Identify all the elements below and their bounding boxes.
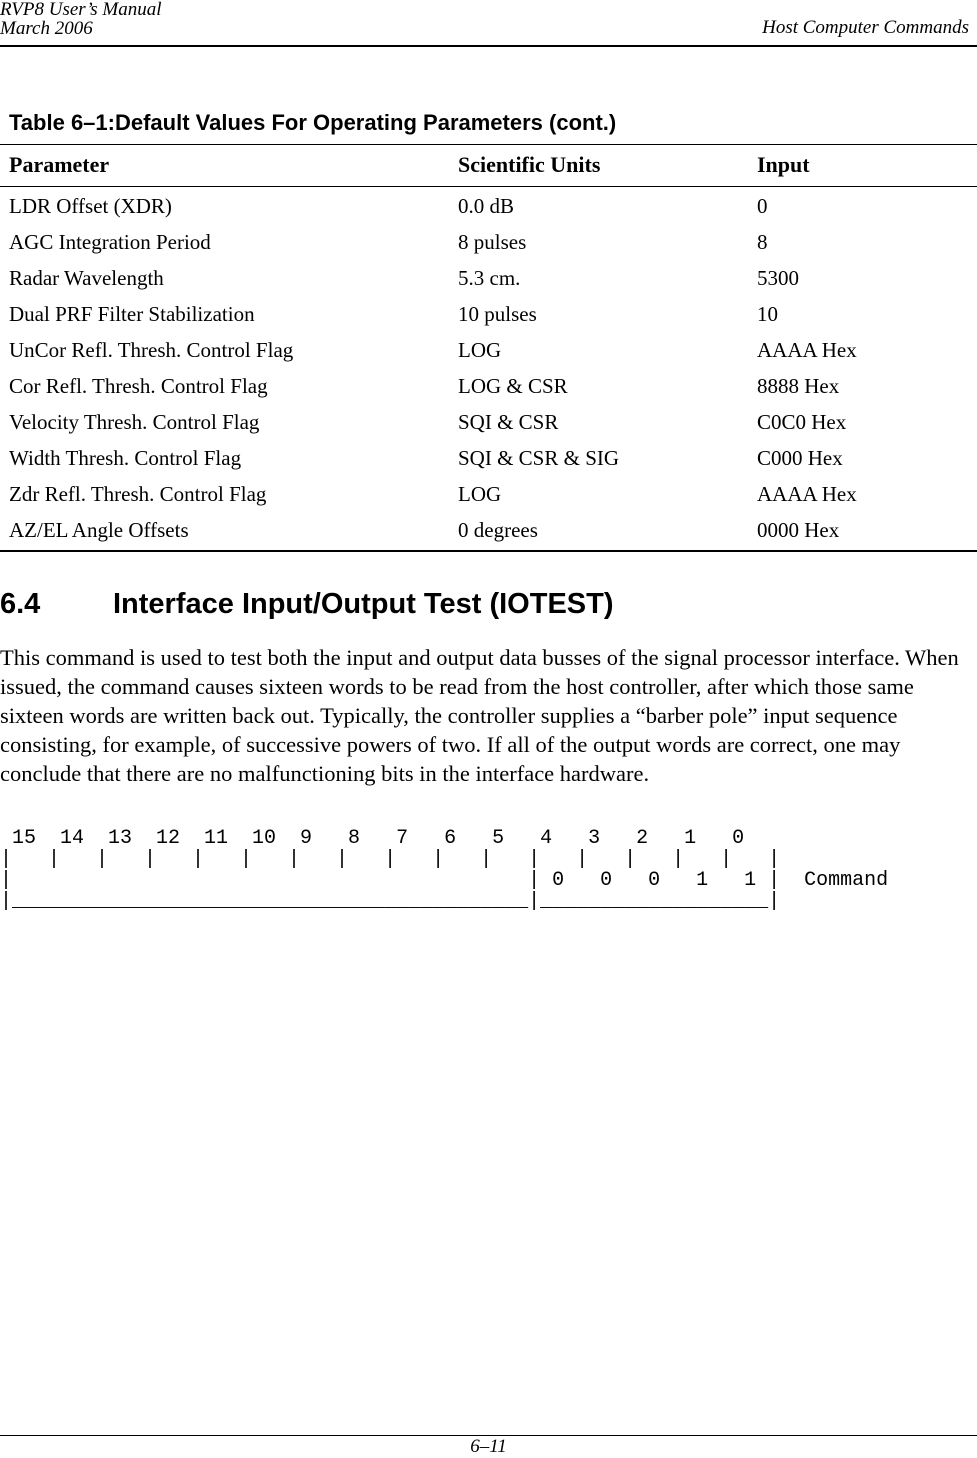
cell-input: AAAA Hex [757,482,857,506]
page-header [0,0,977,47]
table-row [0,298,977,334]
bit-numbers-line: 15 14 13 12 11 10 9 8 7 6 5 4 3 2 1 0 [0,827,745,850]
cell-input: 0 [757,194,768,218]
cell-units: SQI & CSR & SIG [458,446,620,470]
section-heading [0,588,614,621]
table-row [0,514,977,550]
table-row [0,334,977,370]
cell-units: SQI & CSR [458,410,559,434]
cell-units: LOG [458,338,502,362]
table-header-row [0,145,977,187]
table-caption: Table 6–1:Default Values For Operating Parameters (cont.) [9,110,617,135]
cell-units: 10 pulses [458,302,537,326]
table-row [0,406,977,442]
manual-title: RVP8 User’s Manual [0,0,162,20]
cell-parameter: Dual PRF Filter Stabilization [9,302,255,326]
cell-units: LOG [458,482,502,506]
cell-parameter: Cor Refl. Thresh. Control Flag [9,374,268,398]
cell-parameter: UnCor Refl. Thresh. Control Flag [9,338,294,362]
cell-units: LOG & CSR [458,374,568,398]
cell-input: 8888 Hex [757,374,840,398]
cell-input: 10 [757,302,778,326]
section-number: 6.4 [0,588,41,620]
cell-units: 0 degrees [458,518,538,542]
cell-units: 5.3 cm. [458,266,521,290]
table-row [0,226,977,262]
section-paragraph: This command is used to test both the input and output data busses of the signal processor interface. When issued, the command causes sixteen words to be read from the host controller, after which those same sixteen words are written back out. Typically, the controller supplies a “barber pole” input sequence consisting, for example, of successive powers of two. If all of the output words are correct, one may conclude that there are no malfunctioning bits in the interface hardware. [0,645,959,786]
cell-parameter: LDR Offset (XDR) [9,194,172,218]
cell-parameter: AGC Integration Period [9,230,211,254]
cell-parameter: Radar Wavelength [9,266,164,290]
cell-units: 8 pulses [458,230,527,254]
cell-parameter: AZ/EL Angle Offsets [9,518,189,542]
cell-input: AAAA Hex [757,338,857,362]
cell-parameter: Zdr Refl. Thresh. Control Flag [9,482,267,506]
cell-parameter: Width Thresh. Control Flag [9,446,242,470]
bit-ticks-line: | | | | | | | | | | | | | | | | | [0,848,781,871]
bit-diagram [0,828,888,912]
cell-input: 5300 [757,266,799,290]
cell-input: 8 [757,230,768,254]
bit-values-line: | | 0 0 0 1 1 | Command [0,869,889,892]
table-row [0,442,977,478]
cell-input: C0C0 Hex [757,410,847,434]
column-header-input: Input [757,152,810,177]
bit-bottom-line: |___________________________________________|___________________| [0,890,781,913]
table-row [0,370,977,406]
page-number: 6–11 [470,1436,507,1457]
cell-parameter: Velocity Thresh. Control Flag [9,410,260,434]
table-row [0,478,977,514]
table-row [0,262,977,298]
header-left [0,0,162,38]
section-title: Interface Input/Output Test (IOTEST) [113,588,614,620]
column-header-parameter: Parameter [9,152,110,177]
parameters-table [0,144,977,552]
cell-input: 0000 Hex [757,518,840,542]
manual-date: March 2006 [0,18,93,39]
cell-input: C000 Hex [757,446,843,470]
table-row [0,190,977,226]
column-header-units: Scientific Units [458,152,601,177]
header-section: Host Computer Commands [762,17,969,38]
cell-units: 0.0 dB [458,194,515,218]
